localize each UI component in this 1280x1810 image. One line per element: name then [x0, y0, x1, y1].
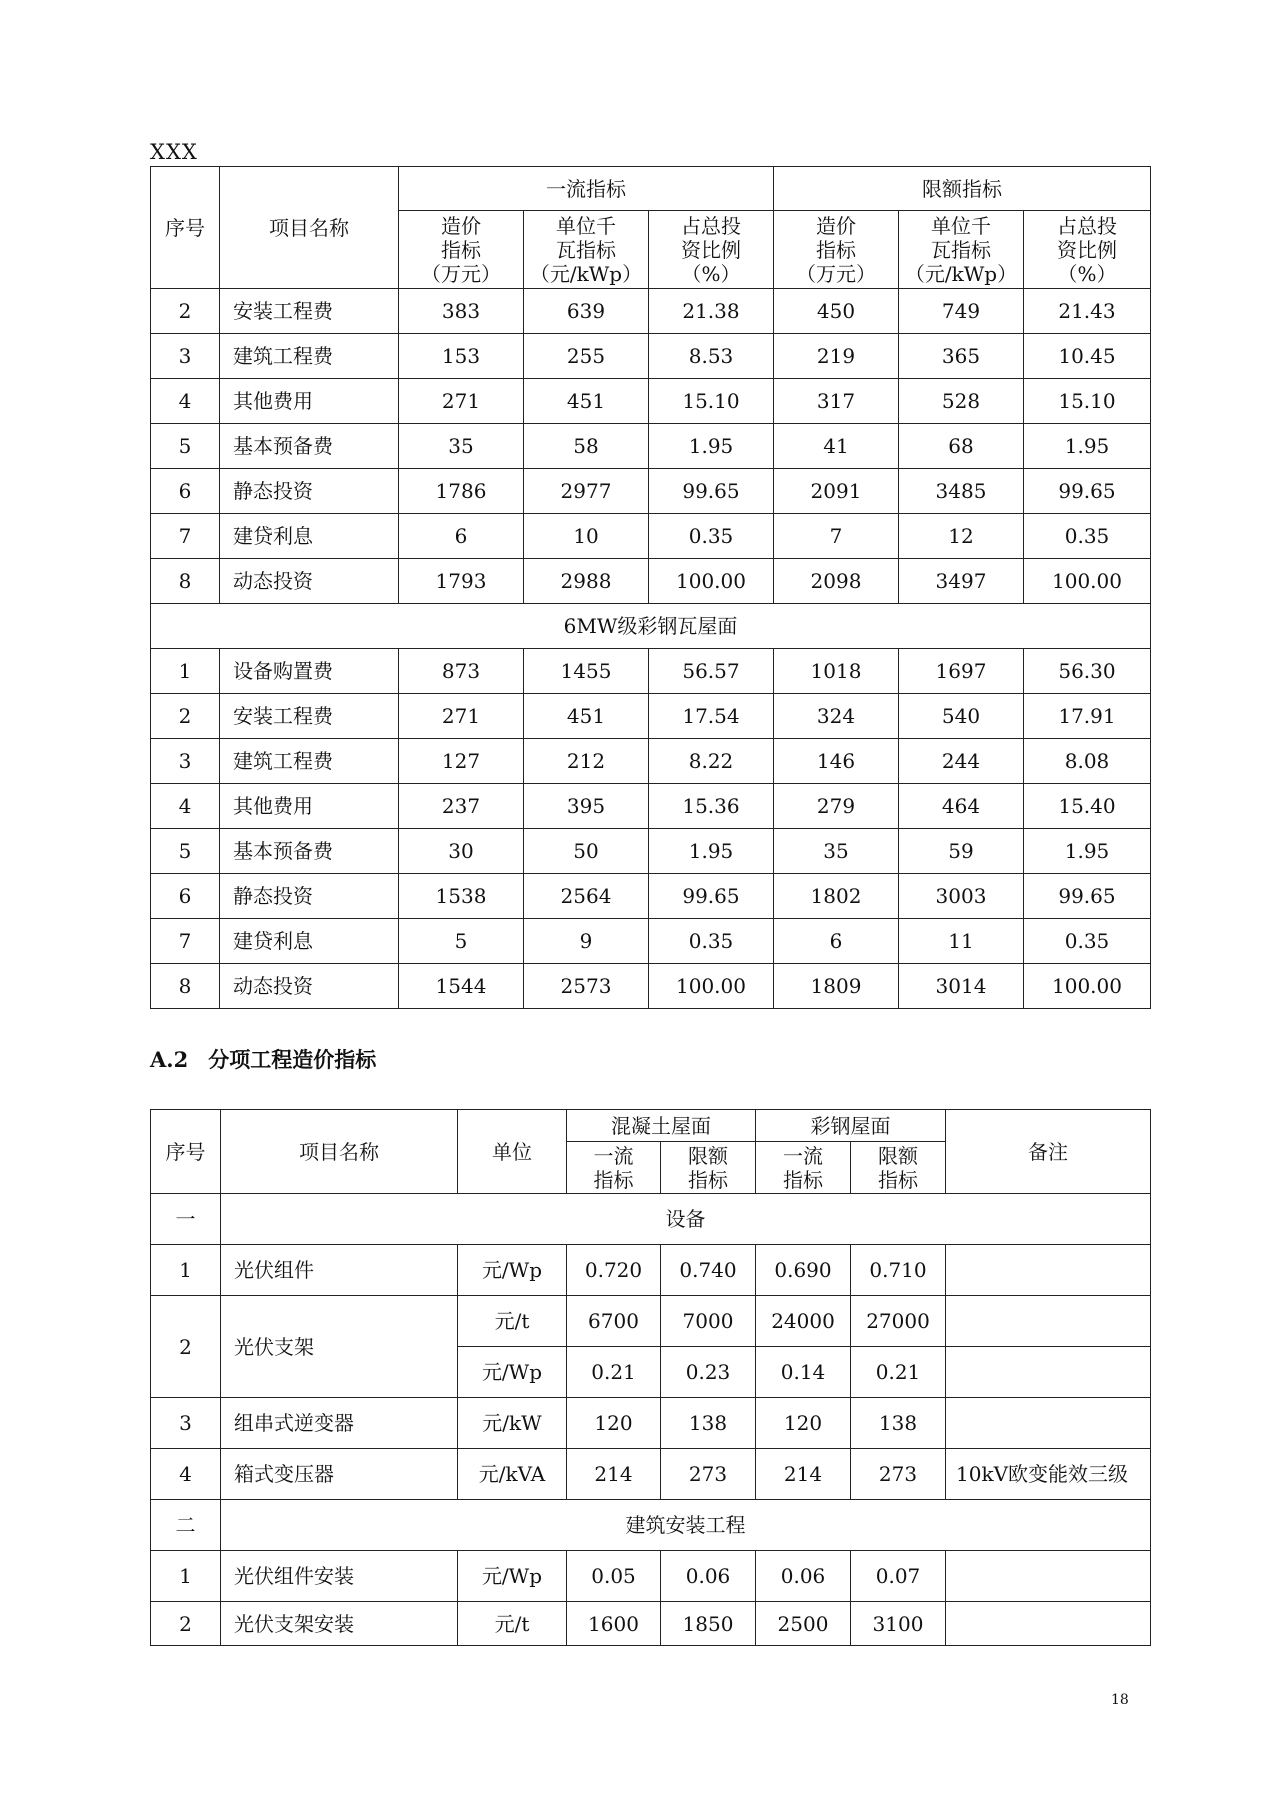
- cell-value: 324: [774, 694, 899, 739]
- cell-value: 138: [851, 1398, 946, 1449]
- cell-value: 0.740: [661, 1245, 756, 1296]
- cell-value: 58: [524, 424, 649, 469]
- cell-value: 17.54: [649, 694, 774, 739]
- cell-name: 其他费用: [220, 784, 399, 829]
- cell-name: 动态投资: [220, 559, 399, 604]
- cell-value: 138: [661, 1398, 756, 1449]
- section-row: 6MW级彩钢瓦屋面: [151, 604, 1151, 649]
- cell-name: 设备购置费: [220, 649, 399, 694]
- section-number: A.2: [150, 1047, 189, 1072]
- cell-seq: 4: [151, 379, 220, 424]
- cell-note: 10kV欧变能效三级: [946, 1449, 1151, 1500]
- cell-value: 59: [899, 829, 1024, 874]
- cell-value: 749: [899, 289, 1024, 334]
- table-row: [151, 1398, 1151, 1449]
- section-seq: 一: [151, 1194, 221, 1245]
- cell-value: 120: [756, 1398, 851, 1449]
- cell-name: 建筑工程费: [220, 334, 399, 379]
- cell-value: 271: [399, 694, 524, 739]
- cell-value: 0.21: [851, 1347, 946, 1398]
- header-group-limit: 限额指标: [774, 167, 1151, 211]
- cell-value: 3485: [899, 469, 1024, 514]
- header-group-first-class: 一流指标: [399, 167, 774, 211]
- cell-value: 56.57: [649, 649, 774, 694]
- cell-unit: 元/kW: [458, 1398, 567, 1449]
- cell-note: [946, 1296, 1151, 1347]
- table-body-a: [151, 289, 1151, 604]
- cell-name: 箱式变压器: [221, 1449, 458, 1500]
- cell-name: 建筑工程费: [220, 739, 399, 784]
- cell-value: 873: [399, 649, 524, 694]
- cell-value: 3100: [851, 1602, 946, 1646]
- cell-name: 组串式逆变器: [221, 1398, 458, 1449]
- cell-value: 639: [524, 289, 649, 334]
- cell-note: [946, 1347, 1151, 1398]
- cell-value: 21.43: [1024, 289, 1151, 334]
- cell-value: 1.95: [1024, 829, 1151, 874]
- cell-value: 451: [524, 694, 649, 739]
- cell-value: 464: [899, 784, 1024, 829]
- header-sub: 一流 指标: [756, 1142, 851, 1194]
- page-label: XXX: [150, 140, 198, 164]
- cell-value: 1850: [661, 1602, 756, 1646]
- cell-note: [946, 1551, 1151, 1602]
- cell-name: 光伏支架安装: [221, 1602, 458, 1646]
- cell-value: 2091: [774, 469, 899, 514]
- cell-value: 1018: [774, 649, 899, 694]
- cell-value: 244: [899, 739, 1024, 784]
- cell-value: 30: [399, 829, 524, 874]
- cell-seq: 4: [151, 1449, 221, 1500]
- cell-unit: 元/t: [458, 1296, 567, 1347]
- cell-seq: 3: [151, 739, 220, 784]
- table-row: [151, 784, 1151, 829]
- table-row: [151, 964, 1151, 1009]
- header-sub: 单位千 瓦指标 （元/kWp）: [524, 211, 649, 289]
- cell-value: 1.95: [1024, 424, 1151, 469]
- cell-value: 1544: [399, 964, 524, 1009]
- cell-note: [946, 1398, 1151, 1449]
- section-title: 分项工程造价指标: [208, 1047, 377, 1072]
- cell-value: 383: [399, 289, 524, 334]
- cell-name: 光伏组件安装: [221, 1551, 458, 1602]
- header-sub: 一流 指标: [567, 1142, 661, 1194]
- cell-value: 2500: [756, 1602, 851, 1646]
- cell-seq: 8: [151, 559, 220, 604]
- cell-value: 15.36: [649, 784, 774, 829]
- table-row: [151, 1296, 1151, 1347]
- cell-value: 214: [756, 1449, 851, 1500]
- cell-value: 528: [899, 379, 1024, 424]
- cell-value: 0.35: [1024, 514, 1151, 559]
- cell-seq: 7: [151, 919, 220, 964]
- cell-name: 静态投资: [220, 874, 399, 919]
- cell-value: 0.06: [661, 1551, 756, 1602]
- cell-value: 153: [399, 334, 524, 379]
- cell-value: 317: [774, 379, 899, 424]
- cell-value: 1802: [774, 874, 899, 919]
- header-unit: 单位: [458, 1110, 567, 1194]
- table-row: [151, 829, 1151, 874]
- cell-seq: 7: [151, 514, 220, 559]
- cell-value: 1538: [399, 874, 524, 919]
- table-row: [151, 559, 1151, 604]
- cell-value: 214: [567, 1449, 661, 1500]
- header-sub: 占总投 资比例 （%）: [1024, 211, 1151, 289]
- cell-value: 0.23: [661, 1347, 756, 1398]
- cell-value: 27000: [851, 1296, 946, 1347]
- cell-seq: 2: [151, 1602, 221, 1646]
- cell-value: 219: [774, 334, 899, 379]
- cell-value: 99.65: [649, 469, 774, 514]
- table-row: [151, 739, 1151, 784]
- table-row: [151, 334, 1151, 379]
- cell-value: 0.720: [567, 1245, 661, 1296]
- cell-value: 7: [774, 514, 899, 559]
- header-sub: 限额 指标: [661, 1142, 756, 1194]
- cell-value: 68: [899, 424, 1024, 469]
- cell-value: 7000: [661, 1296, 756, 1347]
- cell-value: 273: [661, 1449, 756, 1500]
- cell-value: 1600: [567, 1602, 661, 1646]
- cell-value: 15.10: [1024, 379, 1151, 424]
- cell-seq: 3: [151, 1398, 221, 1449]
- cell-value: 50: [524, 829, 649, 874]
- cell-value: 0.05: [567, 1551, 661, 1602]
- cell-name: 静态投资: [220, 469, 399, 514]
- cell-value: 10.45: [1024, 334, 1151, 379]
- cell-value: 237: [399, 784, 524, 829]
- cell-value: 99.65: [1024, 874, 1151, 919]
- section-seq: 二: [151, 1500, 221, 1551]
- cell-value: 6700: [567, 1296, 661, 1347]
- cell-value: 6: [399, 514, 524, 559]
- cell-seq: 2: [151, 289, 220, 334]
- section-title: 建筑安装工程: [221, 1500, 1151, 1551]
- cell-value: 273: [851, 1449, 946, 1500]
- cell-name: 安装工程费: [220, 289, 399, 334]
- table-row: [151, 919, 1151, 964]
- cell-value: 3014: [899, 964, 1024, 1009]
- cell-value: 15.40: [1024, 784, 1151, 829]
- cell-value: 99.65: [649, 874, 774, 919]
- cell-name: 光伏组件: [221, 1245, 458, 1296]
- cell-value: 0.710: [851, 1245, 946, 1296]
- header-group-steel: 彩钢屋面: [756, 1110, 946, 1142]
- cell-value: 100.00: [1024, 964, 1151, 1009]
- table-row: [151, 379, 1151, 424]
- table-row: [151, 424, 1151, 469]
- cell-unit: 元/Wp: [458, 1347, 567, 1398]
- sub-item-cost-table: [150, 1109, 1151, 1646]
- cell-value: 2988: [524, 559, 649, 604]
- cell-value: 8.08: [1024, 739, 1151, 784]
- cell-seq: 6: [151, 469, 220, 514]
- cell-value: 17.91: [1024, 694, 1151, 739]
- cell-name: 安装工程费: [220, 694, 399, 739]
- cell-value: 1809: [774, 964, 899, 1009]
- cell-value: 1.95: [649, 829, 774, 874]
- cell-seq: 1: [151, 1245, 221, 1296]
- cell-value: 3003: [899, 874, 1024, 919]
- section-title: 设备: [221, 1194, 1151, 1245]
- cell-value: 279: [774, 784, 899, 829]
- header-sub: 限额 指标: [851, 1142, 946, 1194]
- cell-value: 41: [774, 424, 899, 469]
- cell-value: 3497: [899, 559, 1024, 604]
- cell-unit: 元/t: [458, 1602, 567, 1646]
- cell-seq: 2: [151, 1296, 221, 1398]
- cell-value: 1786: [399, 469, 524, 514]
- header-sub: 占总投 资比例 （%）: [649, 211, 774, 289]
- table-row: [151, 874, 1151, 919]
- cell-name: 基本预备费: [220, 424, 399, 469]
- table-row: [151, 514, 1151, 559]
- cell-value: 35: [774, 829, 899, 874]
- cell-unit: 元/kVA: [458, 1449, 567, 1500]
- cell-value: 146: [774, 739, 899, 784]
- table-row: [151, 1449, 1151, 1500]
- cell-value: 8.53: [649, 334, 774, 379]
- cell-value: 0.35: [649, 919, 774, 964]
- cell-value: 0.690: [756, 1245, 851, 1296]
- cell-unit: 元/Wp: [458, 1245, 567, 1296]
- page-number: 18: [1111, 1692, 1129, 1708]
- table-row: [151, 649, 1151, 694]
- header-name: 项目名称: [221, 1110, 458, 1194]
- cell-value: 21.38: [649, 289, 774, 334]
- cell-name: 光伏支架: [221, 1296, 458, 1398]
- cell-name: 建贷利息: [220, 919, 399, 964]
- cell-seq: 3: [151, 334, 220, 379]
- cell-seq: 6: [151, 874, 220, 919]
- section-heading: [150, 1044, 376, 1074]
- cost-index-table: [150, 166, 1151, 1009]
- cell-value: 100.00: [1024, 559, 1151, 604]
- cell-value: 540: [899, 694, 1024, 739]
- cell-value: 0.14: [756, 1347, 851, 1398]
- cell-seq: 1: [151, 1551, 221, 1602]
- header-sub: 单位千 瓦指标 （元/kWp）: [899, 211, 1024, 289]
- cell-value: 212: [524, 739, 649, 784]
- table-body-b: [151, 649, 1151, 1009]
- cell-value: 56.30: [1024, 649, 1151, 694]
- cell-value: 35: [399, 424, 524, 469]
- cell-note: [946, 1602, 1151, 1646]
- table-row: [151, 469, 1151, 514]
- table-row: [151, 1551, 1151, 1602]
- cell-value: 1.95: [649, 424, 774, 469]
- table-row: [151, 694, 1151, 739]
- cell-value: 100.00: [649, 559, 774, 604]
- cell-name: 建贷利息: [220, 514, 399, 559]
- header-seq: 序号: [151, 1110, 221, 1194]
- cell-value: 12: [899, 514, 1024, 559]
- cell-value: 0.21: [567, 1347, 661, 1398]
- cell-value: 15.10: [649, 379, 774, 424]
- cell-seq: 8: [151, 964, 220, 1009]
- header-sub: 造价 指标 （万元）: [399, 211, 524, 289]
- cell-name: 基本预备费: [220, 829, 399, 874]
- cell-value: 0.35: [1024, 919, 1151, 964]
- cell-name: 其他费用: [220, 379, 399, 424]
- cell-value: 1793: [399, 559, 524, 604]
- table-row: [151, 289, 1151, 334]
- cell-value: 365: [899, 334, 1024, 379]
- table-row: [151, 1245, 1151, 1296]
- cell-value: 2098: [774, 559, 899, 604]
- cell-value: 0.35: [649, 514, 774, 559]
- cell-value: 2573: [524, 964, 649, 1009]
- cell-value: 5: [399, 919, 524, 964]
- cell-value: 10: [524, 514, 649, 559]
- cell-value: 2977: [524, 469, 649, 514]
- cell-seq: 5: [151, 424, 220, 469]
- cell-value: 0.07: [851, 1551, 946, 1602]
- cell-value: 450: [774, 289, 899, 334]
- cell-value: 395: [524, 784, 649, 829]
- cell-unit: 元/Wp: [458, 1551, 567, 1602]
- header-name: 项目名称: [220, 167, 399, 289]
- cell-value: 9: [524, 919, 649, 964]
- cell-value: 24000: [756, 1296, 851, 1347]
- cell-value: 255: [524, 334, 649, 379]
- cell-value: 8.22: [649, 739, 774, 784]
- cell-value: 120: [567, 1398, 661, 1449]
- cell-value: 127: [399, 739, 524, 784]
- header-group-concrete: 混凝土屋面: [567, 1110, 756, 1142]
- cell-value: 100.00: [649, 964, 774, 1009]
- cell-value: 1697: [899, 649, 1024, 694]
- header-sub: 造价 指标 （万元）: [774, 211, 899, 289]
- table-row: [151, 1602, 1151, 1646]
- cell-seq: 2: [151, 694, 220, 739]
- cell-value: 271: [399, 379, 524, 424]
- cell-seq: 1: [151, 649, 220, 694]
- cell-value: 451: [524, 379, 649, 424]
- cell-name: 动态投资: [220, 964, 399, 1009]
- cell-value: 0.06: [756, 1551, 851, 1602]
- header-seq: 序号: [151, 167, 220, 289]
- cell-value: 99.65: [1024, 469, 1151, 514]
- cell-value: 11: [899, 919, 1024, 964]
- cell-value: 1455: [524, 649, 649, 694]
- cell-seq: 4: [151, 784, 220, 829]
- cell-value: 2564: [524, 874, 649, 919]
- cell-note: [946, 1245, 1151, 1296]
- cell-value: 6: [774, 919, 899, 964]
- header-note: 备注: [946, 1110, 1151, 1194]
- cell-seq: 5: [151, 829, 220, 874]
